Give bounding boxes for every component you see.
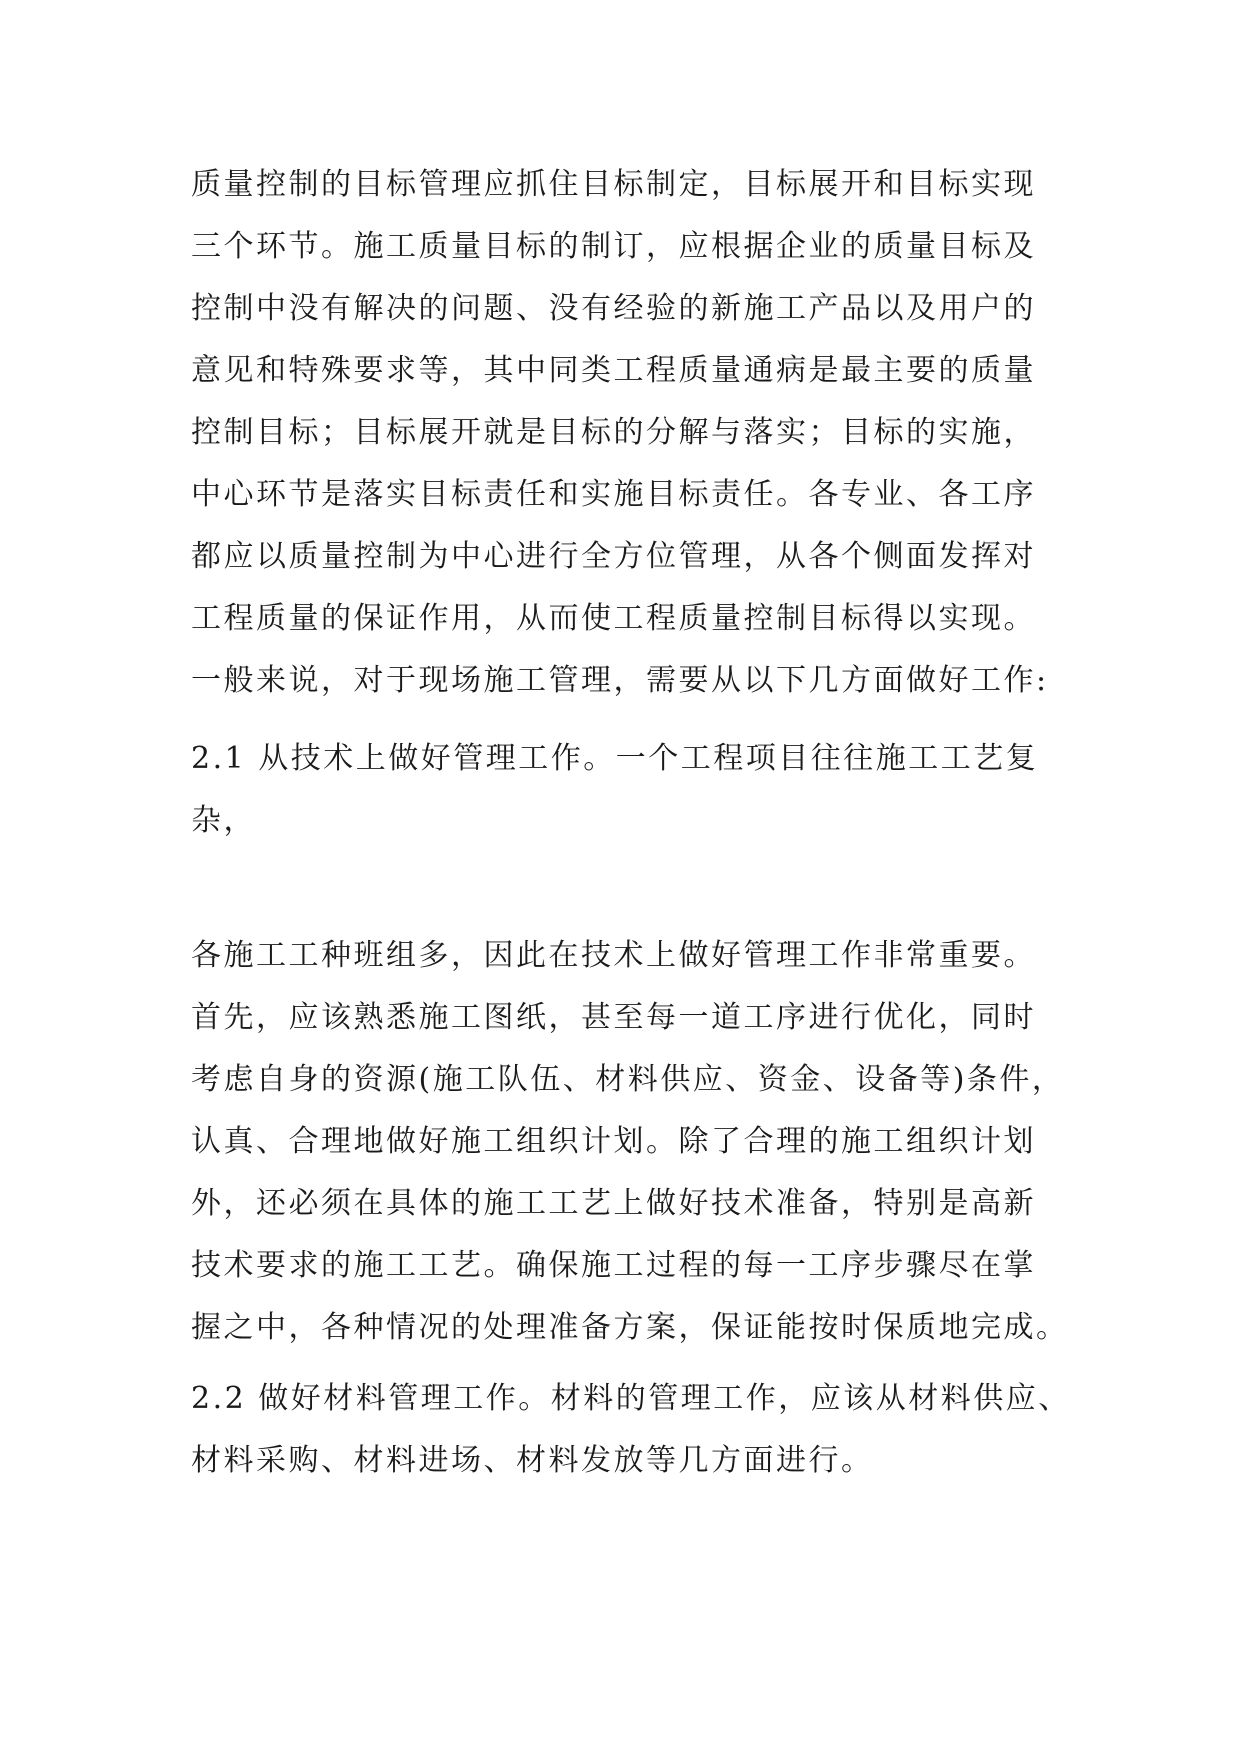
text-line: 握之中，各种情况的处理准备方案，保证能按时保质地完成。 (191, 1310, 1069, 1345)
text-line: 控制中没有解决的问题、没有经验的新施工产品以及用户的 (191, 291, 1036, 326)
text-line: 首先，应该熟悉施工图纸，甚至每一道工序进行优化，同时 (191, 1000, 1036, 1035)
paragraph-technical-management (191, 925, 1071, 1359)
paragraph-quality-target-management (191, 154, 1071, 712)
text-line: 都应以质量控制为中心进行全方位管理，从各个侧面发挥对 (191, 539, 1036, 574)
text-line: 三个环节。施工质量目标的制订，应根据企业的质量目标及 (191, 229, 1036, 264)
text-line: 中心环节是落实目标责任和实施目标责任。各专业、各工序 (191, 477, 1036, 512)
text-line: 质量控制的目标管理应抓住目标制定，目标展开和目标实现 (191, 167, 1036, 202)
text-line: 技术要求的施工工艺。确保施工过程的每一工序步骤尽在掌 (191, 1248, 1036, 1283)
text-line: 考虑自身的资源(施工队伍、材料供应、资金、设备等)条件， (191, 1062, 1065, 1097)
text-line: 材料采购、材料进场、材料发放等几方面进行。 (191, 1443, 874, 1478)
paragraph-section-2-2-material-management (191, 1368, 1071, 1492)
text-line: 认真、合理地做好施工组织计划。除了合理的施工组织计划 (191, 1124, 1036, 1159)
text-line: 意见和特殊要求等，其中同类工程质量通病是最主要的质量 (191, 353, 1036, 388)
text-line: 外，还必须在具体的施工工艺上做好技术准备，特别是高新 (191, 1186, 1036, 1221)
text-line: 2.2 做好材料管理工作。材料的管理工作，应该从材料供应、 (191, 1381, 1071, 1416)
text-line: 控制目标；目标展开就是目标的分解与落实；目标的实施， (191, 415, 1036, 450)
paragraph-section-2-1-heading (191, 728, 1071, 852)
text-line: 一般来说，对于现场施工管理，需要从以下几方面做好工作: (191, 663, 1049, 698)
text-line: 杂， (191, 803, 256, 838)
text-line: 工程质量的保证作用，从而使工程质量控制目标得以实现。 (191, 601, 1036, 636)
text-line: 各施工工种班组多，因此在技术上做好管理工作非常重要。 (191, 938, 1036, 973)
text-line: 2.1 从技术上做好管理工作。一个工程项目往往施工工艺复 (191, 741, 1039, 776)
